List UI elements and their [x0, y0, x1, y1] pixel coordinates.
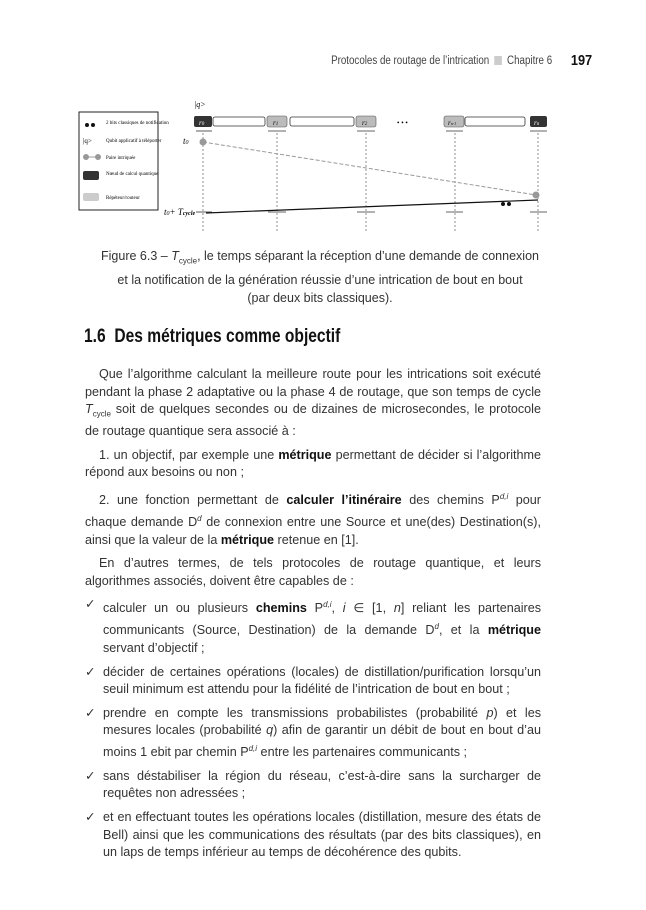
running-title: Protocoles de routage de l’intrication	[330, 54, 490, 67]
svg-text:rn-1: rn-1	[448, 119, 457, 127]
paragraph: Que l’algorithme calculant la meilleure route pour les intrications soit exécuté pendant la phase 2 adaptative ou la phase 4 de routage, que son temps de cycle $T_{cycle}$ soit de quelques secondes ou de dizaines de microsecondes, le protocole de routage quantique sera associé à :	[85, 367, 541, 439]
figure-timing-diagram	[0, 95, 646, 240]
list-item: ✓ décider de certaines opérations (locales) de distillation/purification lorsqu’un seuil minimum est attendu pour la fidélité de l’intrication de bout en bout ;	[85, 664, 541, 697]
paragraph: 1. un objectif, par exemple une métrique permettant de décider si l’algorithme répond aux besoins ou non ;	[85, 447, 541, 480]
check-icon: ✓	[85, 705, 96, 720]
running-header	[331, 52, 592, 69]
page-number: 197	[570, 52, 592, 69]
svg-text:Paire intriquée: Paire intriquée	[106, 156, 136, 161]
capabilities-list	[85, 596, 541, 861]
svg-text:Nœud de calcul quantique: Nœud de calcul quantique	[106, 172, 159, 177]
svg-text:t0+ Tcycle: t0+ Tcycle	[164, 207, 196, 217]
chapter-label: Chapitre 6	[506, 54, 553, 67]
svg-text:2 bits classiques de notificat: 2 bits classiques de notification	[106, 121, 169, 126]
paragraph: En d’autres termes, de tels protocoles de routage quantique, et leurs algorithmes associés, doivent être capables de :	[85, 556, 541, 588]
svg-text:r0: r0	[199, 119, 205, 127]
svg-text:|q>: |q>	[83, 137, 92, 145]
svg-text:Qubit applicatif à téléporter: Qubit applicatif à téléporter	[106, 139, 162, 144]
section-heading: 1.6 Des métriques comme objectif	[84, 326, 341, 347]
separator-square	[494, 56, 502, 65]
svg-text:Répéteur/routeur: Répéteur/routeur	[106, 196, 140, 201]
svg-text:r1: r1	[273, 119, 279, 127]
svg-text:r2: r2	[362, 119, 368, 127]
body-text	[85, 366, 541, 868]
list-item: ✓ et en effectuant toutes les opérations locales (distillation, mesure des états de Bell) ainsi que les communications des résultats (par des bits classiques), en un laps de temps inférieur au temps de décohérence des qubits.	[85, 809, 541, 860]
list-item: ✓ prendre en compte les transmissions probabilistes (probabilité p) et les mesures locales (probabilité q) afin de garantir un débit de bout en bout d’au moins 1 ebit par chemin P$^{d,i}$ entre les partenaires communicants ;	[85, 705, 541, 760]
check-icon: ✓	[85, 809, 96, 824]
check-icon: ✓	[85, 664, 96, 679]
svg-text:t0: t0	[183, 136, 189, 146]
qubit-label: |q>	[194, 100, 206, 109]
svg-text:rn: rn	[534, 119, 540, 127]
legend-box	[79, 112, 169, 210]
list-item: ✓ calculer un ou plusieurs chemins P$^{d,i}$, i ∈ [1, n] reliant les partenaires communicants (Source, Destination) de la demande $D^d$, et la métrique servant d’objectif ;	[85, 597, 541, 655]
svg-text:• • •: • • •	[397, 119, 408, 127]
check-icon: ✓	[85, 768, 96, 783]
check-icon: ✓	[85, 597, 96, 612]
paragraph: 2. une fonction permettant de calculer l’itinéraire des chemins P$^{d,i}$ pour chaque demande $D^d$ de connexion entre une Source et une(des) Destination(s), ainsi que la valeur de la métrique retenue en [1].	[85, 492, 541, 547]
list-item: ✓ sans déstabiliser la région du réseau, c’est-à-dire sans la surcharger de requêtes non adressées ;	[85, 768, 541, 801]
figure-caption: Figure $6.3 - T_{cycle}$, le temps séparant la réception d’une demande de connexion et la notification de la génération réussie d’une intrication de bout en bout (par deux bits classiques).	[101, 249, 539, 305]
